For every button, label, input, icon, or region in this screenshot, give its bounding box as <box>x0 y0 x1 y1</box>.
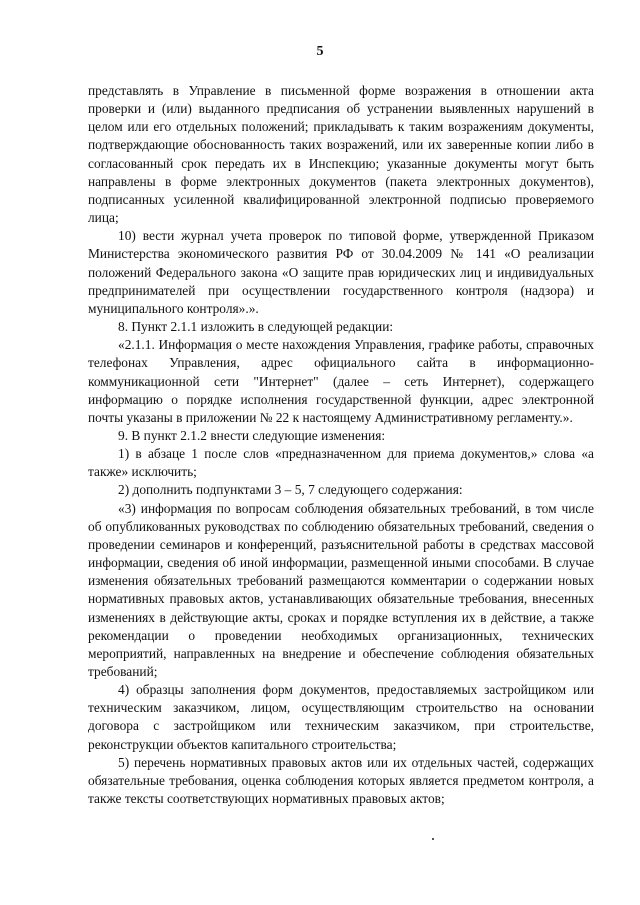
paragraph-6: 1) в абзаце 1 после слов «предназначенном для приема документов,» слова «а также» исключить; <box>88 446 594 480</box>
page-number: 5 <box>316 44 324 59</box>
paragraph-10: 5) перечень нормативных правовых актов или их отдельных частей, содержащих обязательные требования, оценка соблюдения которых является предметом контроля, а также тексты соответствующих нормативных правовых актов; <box>88 754 594 807</box>
paragraph-2: 10) вести журнал учета проверок по типовой форме, утвержденной Приказом Министерства экономического развития РФ от 30.04.2009 № 141 «О реализации положений Федерального закона «О защите прав юридических лиц и индивидуальных предпринимателей при осуществлении государственного контроля (надзора) и муниципального контроля».». <box>88 228 594 316</box>
paragraph-5: 9. В пункт 2.1.2 внести следующие изменения: <box>118 427 386 443</box>
paragraph-1: представлять в Управление в письменной форме возражения в отношении акта проверки и (или) выданного предписания об устранении выявленных нарушений в целом или его отдельных положений; прикладывать к таким возражениям документы, подтверждающие обоснованность таких возражений, или их заверенные копии либо в согласованный срок передать их в Инспекцию; указанные документы могут быть направлены в форме электронных документов (пакета электронных документов), подписанных усиленной квалифицированной электронной подписью проверяемого лица; <box>88 83 594 226</box>
scan-dot <box>432 838 434 840</box>
paragraph-4: «2.1.1. Информация о месте нахождения Управления, графике работы, справочных телефонах Управления, адрес официального сайта в информационно-коммуникационной сети "Интернет" (далее – сеть Интернет), содержащего информацию о порядке исполнения государственной функции, адрес электронной почты указаны в приложении № 22 к настоящему Административному регламенту.». <box>88 337 594 425</box>
paragraph-7: 2) дополнить подпунктами 3 – 5, 7 следующего содержания: <box>118 482 463 498</box>
paragraph-3: 8. Пункт 2.1.1 изложить в следующей редакции: <box>118 319 394 335</box>
document-body <box>88 82 594 808</box>
paragraph-9: 4) образцы заполнения форм документов, предоставляемых застройщиком или техническим заказчиком, лицом, осуществляющим строительство на основании договора с застройщиком или техническим заказчиком, при строительстве, реконструкции объектов капитального строительства; <box>88 682 594 752</box>
paragraph-8: «3) информация по вопросам соблюдения обязательных требований, в том числе об опубликованных руководствах по соблюдению обязательных требований, сведения о проведении семинаров и конференций, разъяснительной работы в средствах массовой информации, сведения об иной информации, размещенной иными способами. В случае изменения обязательных требований размещаются комментарии о содержании новых нормативных правовых актов, устанавливающих обязательные требования, внесенных изменениях в действующие акты, сроках и порядке вступления их в действие, а также рекомендации о проведении необходимых организационных, технических мероприятий, направленных на внедрение и обеспечение соблюдения обязательных требований; <box>88 500 594 679</box>
